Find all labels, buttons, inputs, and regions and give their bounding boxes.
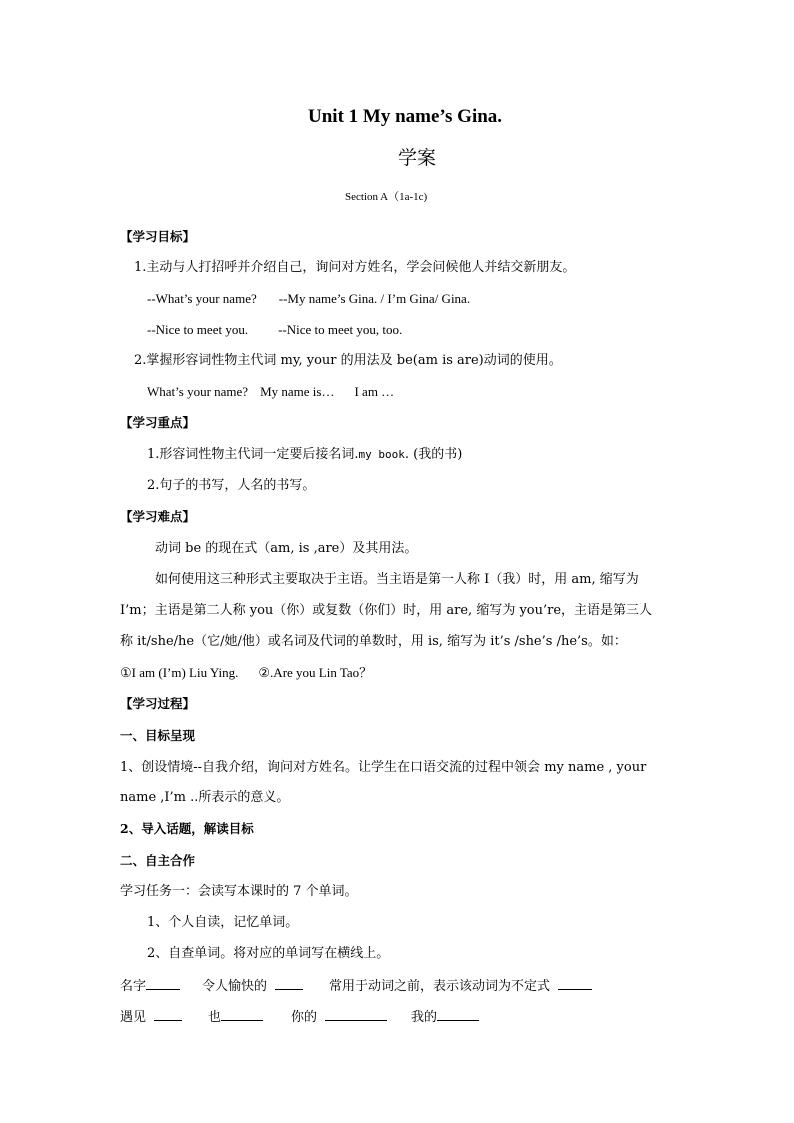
key-point-text: 1.形容词性物主代词一定要后接名词. [147, 447, 359, 462]
example-2: ②.Are you Lin Tao？ [258, 665, 373, 680]
example-1: ①I am (I’m) Liu Ying. [120, 665, 239, 680]
vocab-blank-my[interactable] [437, 1008, 479, 1021]
dialog-question: --What’s your name? [147, 291, 257, 306]
vocab-label-my: 我的 [411, 1010, 438, 1025]
vocab-row-1 [120, 977, 592, 995]
part-1-item-1-line-2: name ,I’m ..所表示的意义。 [120, 790, 290, 805]
page-title: Unit 1 My name’s Gina. [308, 106, 503, 127]
section-label: Section A（1a-1c) [345, 191, 428, 203]
key-point-gloss: . (我的书) [404, 447, 463, 462]
vocab-label-your: 你的 [291, 1010, 318, 1025]
key-points-heading: 【学习重点】 [120, 415, 196, 430]
difficulties-line-3: I’m；主语是第二人称 you（你）或复数（你们）时，用 are, 缩写为 you’re，主语是第三人 [120, 603, 653, 618]
difficulties-line-1: 动词 be 的现在式（am, is ,are）及其用法。 [155, 541, 418, 556]
key-point-example: my book [358, 448, 405, 461]
difficulties-line-4: 称 it/she/he（它/她/他）或名词及代词的单数时，用 is, 缩写为 it’s /she’s /he’s。如： [120, 634, 627, 649]
pattern-1: What’s your name? [147, 384, 249, 399]
task-1: 学习任务一：会读写本课时的 7 个单词。 [120, 884, 358, 899]
dialog-answer: --My name’s Gina. / I’m Gina/ Gina. [278, 291, 471, 306]
page-subtitle: 学案 [398, 147, 437, 169]
vocab-blank-meet[interactable] [154, 1008, 182, 1021]
vocab-blank-too[interactable] [221, 1008, 263, 1021]
vocab-row-2 [120, 1008, 479, 1026]
vocab-blank-to[interactable] [558, 977, 592, 990]
difficulties-line-2: 如何使用这三种形式主要取决于主语。当主语是第一人称 I（我）时，用 am, 缩写为 [155, 572, 639, 587]
process-heading: 【学习过程】 [120, 696, 196, 711]
part-1-item-1-line-1: 1、创设情境--自我介绍，询问对方姓名。让学生在口语交流的过程中领会 my name , your [120, 760, 647, 775]
part-1-heading: 一、目标呈现 [120, 728, 196, 743]
key-points-item-1 [147, 447, 462, 463]
task-1-step-2: 2、自查单词。将对应的单词写在横线上。 [147, 946, 390, 961]
pattern-2: My name is… [260, 384, 335, 399]
vocab-label-too: 也 [208, 1010, 222, 1025]
goals-heading: 【学习目标】 [120, 229, 196, 244]
vocab-blank-your[interactable] [325, 1008, 387, 1021]
vocab-blank-pleasant[interactable] [275, 977, 303, 990]
vocab-blank-name[interactable] [146, 977, 180, 990]
goals-item-2: 2.掌握形容词性物主代词 my, your 的用法及 be(am is are)动词的使用。 [134, 353, 562, 368]
key-points-item-2: 2.句子的书写，人名的书写。 [147, 478, 316, 493]
dialog-greeting: --Nice to meet you. [147, 322, 249, 337]
dialog-reply: --Nice to meet you, too. [278, 322, 403, 337]
goals-dialog-1 [147, 291, 470, 307]
goals-dialog-2 [147, 322, 402, 338]
difficulties-examples [120, 665, 372, 681]
goals-patterns [147, 384, 394, 400]
task-1-step-1: 1、个人自读，记忆单词。 [147, 915, 299, 930]
vocab-label-pleasant: 令人愉快的 [202, 979, 268, 994]
vocab-label-meet: 遇见 [120, 1010, 147, 1025]
part-2-heading: 二、自主合作 [120, 853, 196, 868]
difficulties-heading: 【学习难点】 [120, 509, 196, 524]
vocab-label-to: 常用于动词之前，表示该动词为不定式 [329, 979, 551, 994]
pattern-3: I am … [354, 384, 395, 399]
vocab-label-name: 名字 [120, 979, 147, 994]
goals-item-1: 1.主动与人打招呼并介绍自己，询问对方姓名，学会问候他人并结交新朋友。 [134, 260, 576, 275]
part-1-item-2: 2、导入话题，解读目标 [120, 821, 254, 836]
